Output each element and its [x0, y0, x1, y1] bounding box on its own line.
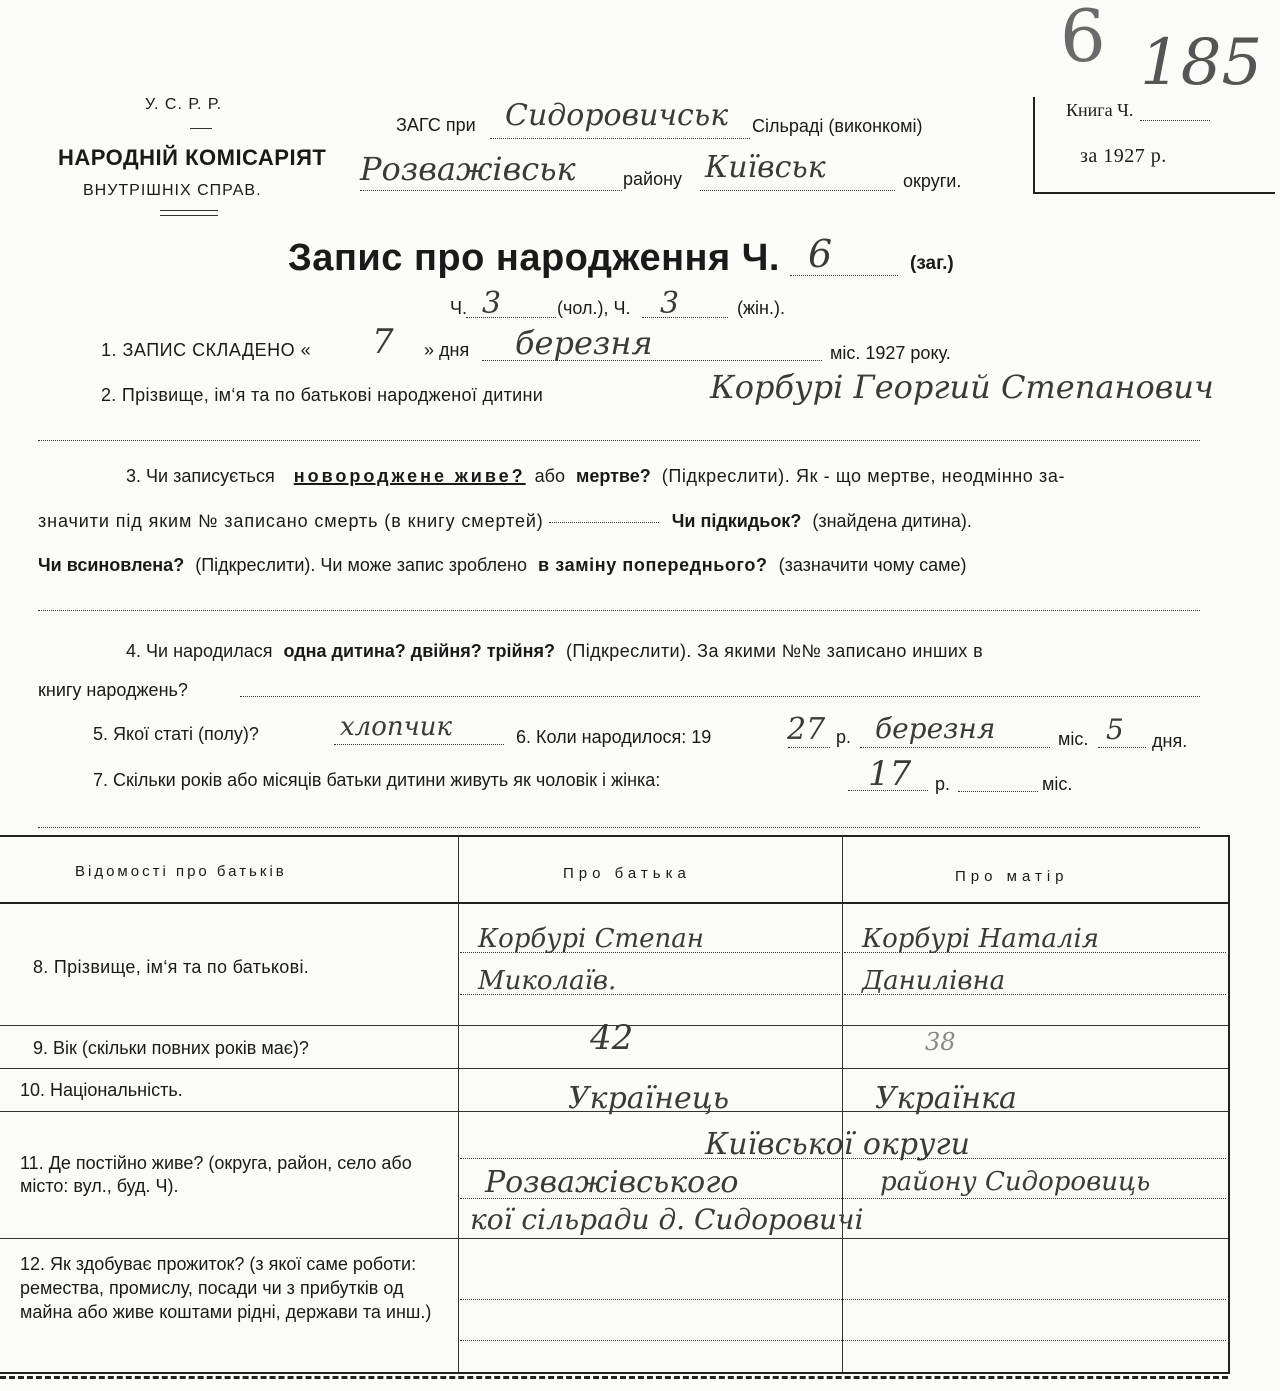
table-header-rule [0, 902, 1228, 904]
zags-council-value: Сидоровичськ [505, 98, 729, 133]
q7-continuation-field [38, 827, 1200, 828]
row11-hw-line2-father: Розважівського [485, 1165, 739, 1200]
row-rule-11 [0, 1238, 1228, 1239]
q1-day: 7 [372, 322, 394, 362]
q3-line2 [38, 511, 1203, 532]
male-count-field [466, 317, 556, 318]
row11-label: 11. Де постійно живе? (округа, район, село або місто: вул., буд. Ч). [20, 1153, 412, 1196]
q3-adopted-option: Чи всиновлена? [38, 555, 185, 575]
q3-replacement-option: в заміну попереднього? [538, 555, 768, 575]
q2-label: 2. Прізвище, ім‘я та по батькові народженої дитини [101, 385, 544, 405]
q3-text-a: 3. Чи записується [126, 466, 275, 486]
q6-dnia: дня. [1152, 731, 1188, 751]
row8-father: Корбурі Степан Миколаїв. [478, 924, 704, 996]
republic-label: У. С. Р. Р. [145, 96, 223, 113]
q4-line1 [126, 641, 1201, 662]
row-rule-9 [0, 1068, 1228, 1069]
q3-text-2a: значити під яким № записано смерть (в книгу смертей) [38, 511, 544, 531]
male-count: 3 [482, 286, 502, 321]
q7-label: 7. Скільки років або місяців батьки дитини живуть як чоловік і жінка: [93, 770, 661, 790]
q6-label: 6. Коли народилося: 19 [516, 727, 712, 747]
q7-years: 17 [868, 754, 912, 794]
record-number-suffix: (заг.) [910, 253, 954, 274]
header-mother: Про матір [955, 868, 1069, 885]
row12-label: 12. Як здобуває прожиток? (з якої саме роботи: ремества, промислу, посади чи з прибутків од майна або живе коштами рідні, держави та инш.) [20, 1254, 432, 1322]
row11-hw-line3: кої сільради д. Сидоровичі [470, 1203, 864, 1236]
q7-mis: міс. [1042, 774, 1073, 794]
row12-line2 [460, 1340, 1226, 1341]
q3-text-3b: (Підкреслити). Чи може запис зроблено [195, 555, 527, 575]
header-double-rule-2 [160, 215, 218, 216]
q1-label: 1. ЗАПИС СКЛАДЕНО « [101, 340, 312, 360]
q3-dead-option: мертве? [576, 466, 651, 486]
zags-okrug-field [700, 190, 895, 191]
q5-value: хлопчик [340, 712, 453, 742]
q2-value: Корбурі Георгий Степанович [710, 368, 1214, 406]
row8-label: 8. Прізвище, ім‘я та по батькові. [33, 957, 310, 977]
male-count-label: (чол.), Ч. [557, 298, 631, 318]
q4-line2: книгу народжень? [38, 680, 188, 700]
header-parents-info: Відомості про батьків [75, 863, 287, 880]
q6-month-field [860, 747, 1050, 748]
q3-text-2c: (знайдена дитина). [812, 511, 972, 531]
header-double-rule [160, 210, 218, 211]
header-father: Про батька [563, 865, 691, 882]
q6-year-field [788, 747, 830, 748]
department-label: ВНУТРІШНІХ СПРАВ. [83, 182, 262, 199]
count-prefix: Ч. [450, 298, 467, 318]
q3-death-field [549, 522, 659, 523]
zags-council-field [490, 138, 750, 139]
q3-continuation-field [38, 610, 1200, 611]
record-number: 6 [808, 232, 833, 276]
zags-district-field [360, 190, 622, 191]
q7-months-field [958, 791, 1038, 792]
row8-mother: Корбурі Наталія Данилівна [862, 924, 1100, 996]
q2-continuation-field [38, 440, 1200, 441]
record-number-field [790, 275, 898, 276]
table-divider-1 [458, 835, 459, 1372]
q1-month: березня [515, 324, 653, 362]
zags-district-value: Розважівськ [360, 150, 576, 188]
q6-mis: міс. [1058, 729, 1089, 749]
row9-label: 9. Вік (скільки повних років має)? [33, 1038, 309, 1058]
row10-label: 10. Національність. [20, 1080, 183, 1100]
book-year: за 1927 р. [1080, 145, 1167, 167]
row9-father: 42 [590, 1018, 634, 1058]
q3-line3 [38, 555, 1203, 576]
record-title: Запис про народження Ч. [288, 237, 780, 279]
q1-mid: » дня [424, 340, 470, 360]
q1-suffix: міс. 1927 року. [830, 343, 951, 363]
row9-mother: 38 [925, 1028, 956, 1056]
zags-okrug-value: Київськ [705, 150, 826, 185]
row11-hw-line1: Київської округи [705, 1127, 970, 1162]
female-count: 3 [660, 286, 680, 321]
zags-council-suffix: Сільраді (виконкомі) [752, 116, 923, 136]
row11-hw-line2-mother: району Сидоровиць [880, 1167, 1151, 1197]
q6-day-field [1098, 747, 1146, 748]
q7-r: р. [935, 774, 951, 794]
row12-line1 [460, 1299, 1226, 1300]
q4-count-options: одна дитина? двійня? трійня? [283, 641, 555, 661]
q4-text-c: (Підкреслити). За якими №№ записано инших в [566, 641, 984, 661]
female-count-label: (жін.). [737, 298, 785, 318]
q5-label: 5. Якої статі (полу)? [93, 724, 259, 744]
q4-text-a: 4. Чи народилася [126, 641, 273, 661]
q6-day: 5 [1106, 713, 1124, 746]
q3-text-e: (Підкреслити). Як - що мертве, неодмінно за- [661, 466, 1066, 486]
q3-line1 [126, 466, 1206, 487]
zags-okrug-suffix: округи. [903, 171, 962, 191]
table-bottom-dashes [0, 1376, 1228, 1379]
q5-field [334, 744, 504, 745]
female-count-field [642, 317, 728, 318]
book-number-field [1140, 120, 1210, 121]
q3-foundling-option: Чи підкидьок? [671, 511, 802, 531]
table-divider-2 [842, 835, 843, 1372]
q3-alive-option: новороджене живе? [293, 466, 526, 486]
q6-month: березня [875, 712, 996, 745]
q4-births-field [240, 696, 1200, 697]
archive-page-number: 185 [1140, 26, 1263, 100]
q3-text-3d: (зазначити чому саме) [778, 555, 967, 575]
header-divider [190, 128, 212, 129]
zags-prefix: ЗАГС при [396, 115, 476, 135]
row10-father: Українець [568, 1081, 730, 1116]
q3-text-c: або [534, 466, 566, 486]
archive-corner-number: 6 [1060, 0, 1106, 78]
q6-r: р. [836, 727, 852, 747]
ministry-label: НАРОДНІЙ КОМІСАРІЯТ [58, 145, 327, 170]
q6-year: 27 [787, 712, 826, 747]
zags-district-suffix: району [623, 169, 683, 189]
book-label: Книга Ч. [1066, 100, 1134, 120]
row10-mother: Українка [875, 1081, 1017, 1116]
